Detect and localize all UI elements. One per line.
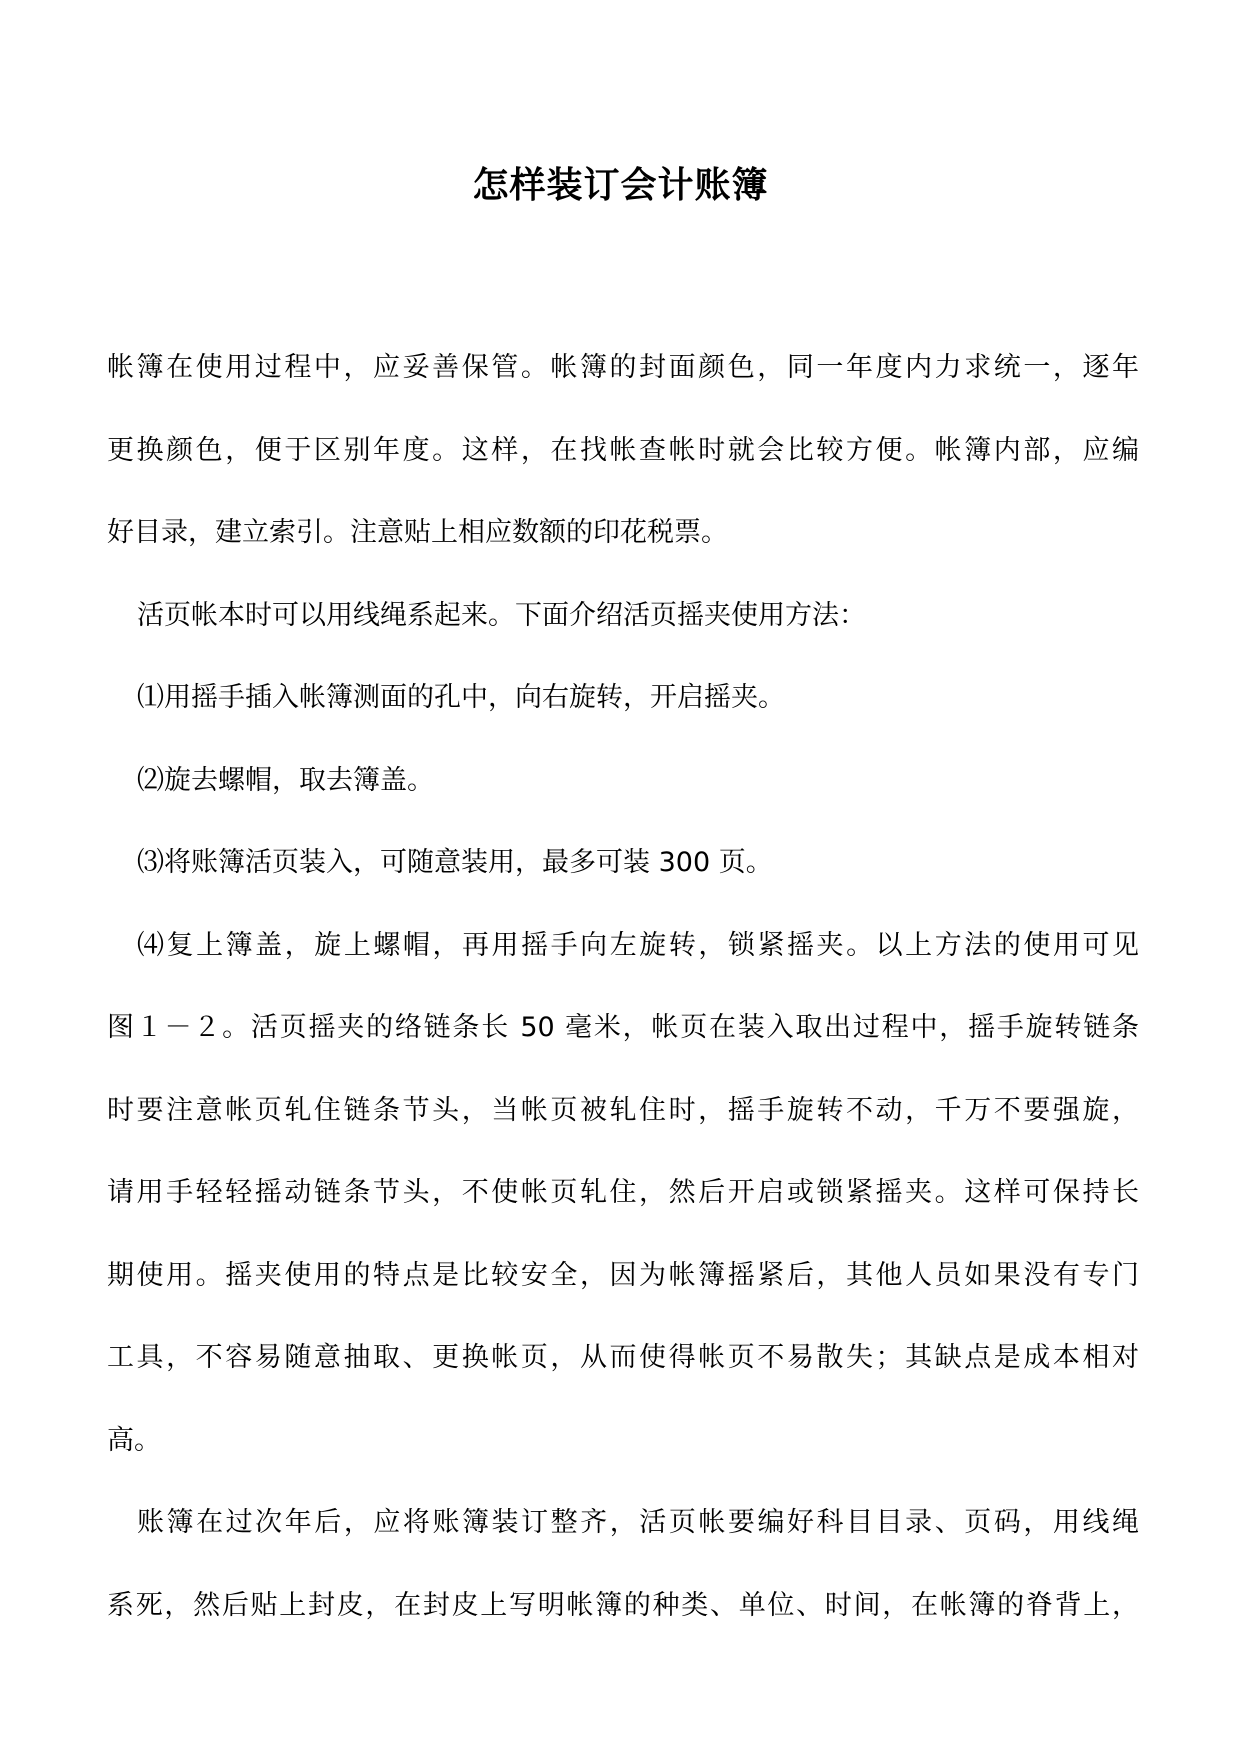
document-body [107, 338, 1139, 1658]
text-line: 活页帐本时可以用线绳系起来。下面介绍活页摇夹使用方法： [137, 599, 866, 631]
text-line: 系死，然后贴上封皮，在封皮上写明帐簿的种类、单位、时间，在帐簿的脊背上， [107, 1589, 1139, 1621]
text-line: 时要注意帐页轧住链条节头，当帐页被轧住时，摇手旋转不动，千万不要强旋， [107, 1094, 1139, 1126]
text-line: 请用手轻轻摇动链条节头，不使帐页轧住，然后开启或锁紧摇夹。这样可保持长 [107, 1177, 1139, 1208]
list-item: ⑶将账簿活页装入，可随意装用，最多可装 300 页。 [137, 847, 773, 878]
text-line: 工具，不容易随意抽取、更换帐页，从而使得帐页不易散失；其缺点是成本相对 [107, 1342, 1139, 1373]
list-item: ⑴用摇手插入帐簿测面的孔中，向右旋转，开启摇夹。 [137, 682, 785, 713]
text-line: 账簿在过次年后，应将账簿装订整齐，活页帐要编好科目目录、页码，用线绳 [137, 1507, 1139, 1538]
text-line: 帐簿在使用过程中，应妥善保管。帐簿的封面颜色，同一年度内力求统一，逐年 [107, 352, 1139, 383]
text-line: 好目录，建立索引。注意贴上相应数额的印花税票。 [107, 517, 728, 548]
text-line: 期使用。摇夹使用的特点是比较安全，因为帐簿摇紧后，其他人员如果没有专门 [107, 1259, 1139, 1291]
document-title: 怎样装订会计账簿 [472, 165, 769, 206]
text-line: 更换颜色，便于区别年度。这样，在找帐查帐时就会比较方便。帐簿内部，应编 [107, 434, 1139, 466]
list-item: ⑷复上簿盖，旋上螺帽，再用摇手向左旋转，锁紧摇夹。以上方法的使用可见 [137, 929, 1139, 961]
text-line: 图１－２。活页摇夹的络链条长 50 毫米，帐页在装入取出过程中，摇手旋转链条 [107, 1012, 1139, 1043]
list-item: ⑵旋去螺帽，取去簿盖。 [137, 764, 434, 796]
text-line: 高。 [107, 1424, 161, 1456]
